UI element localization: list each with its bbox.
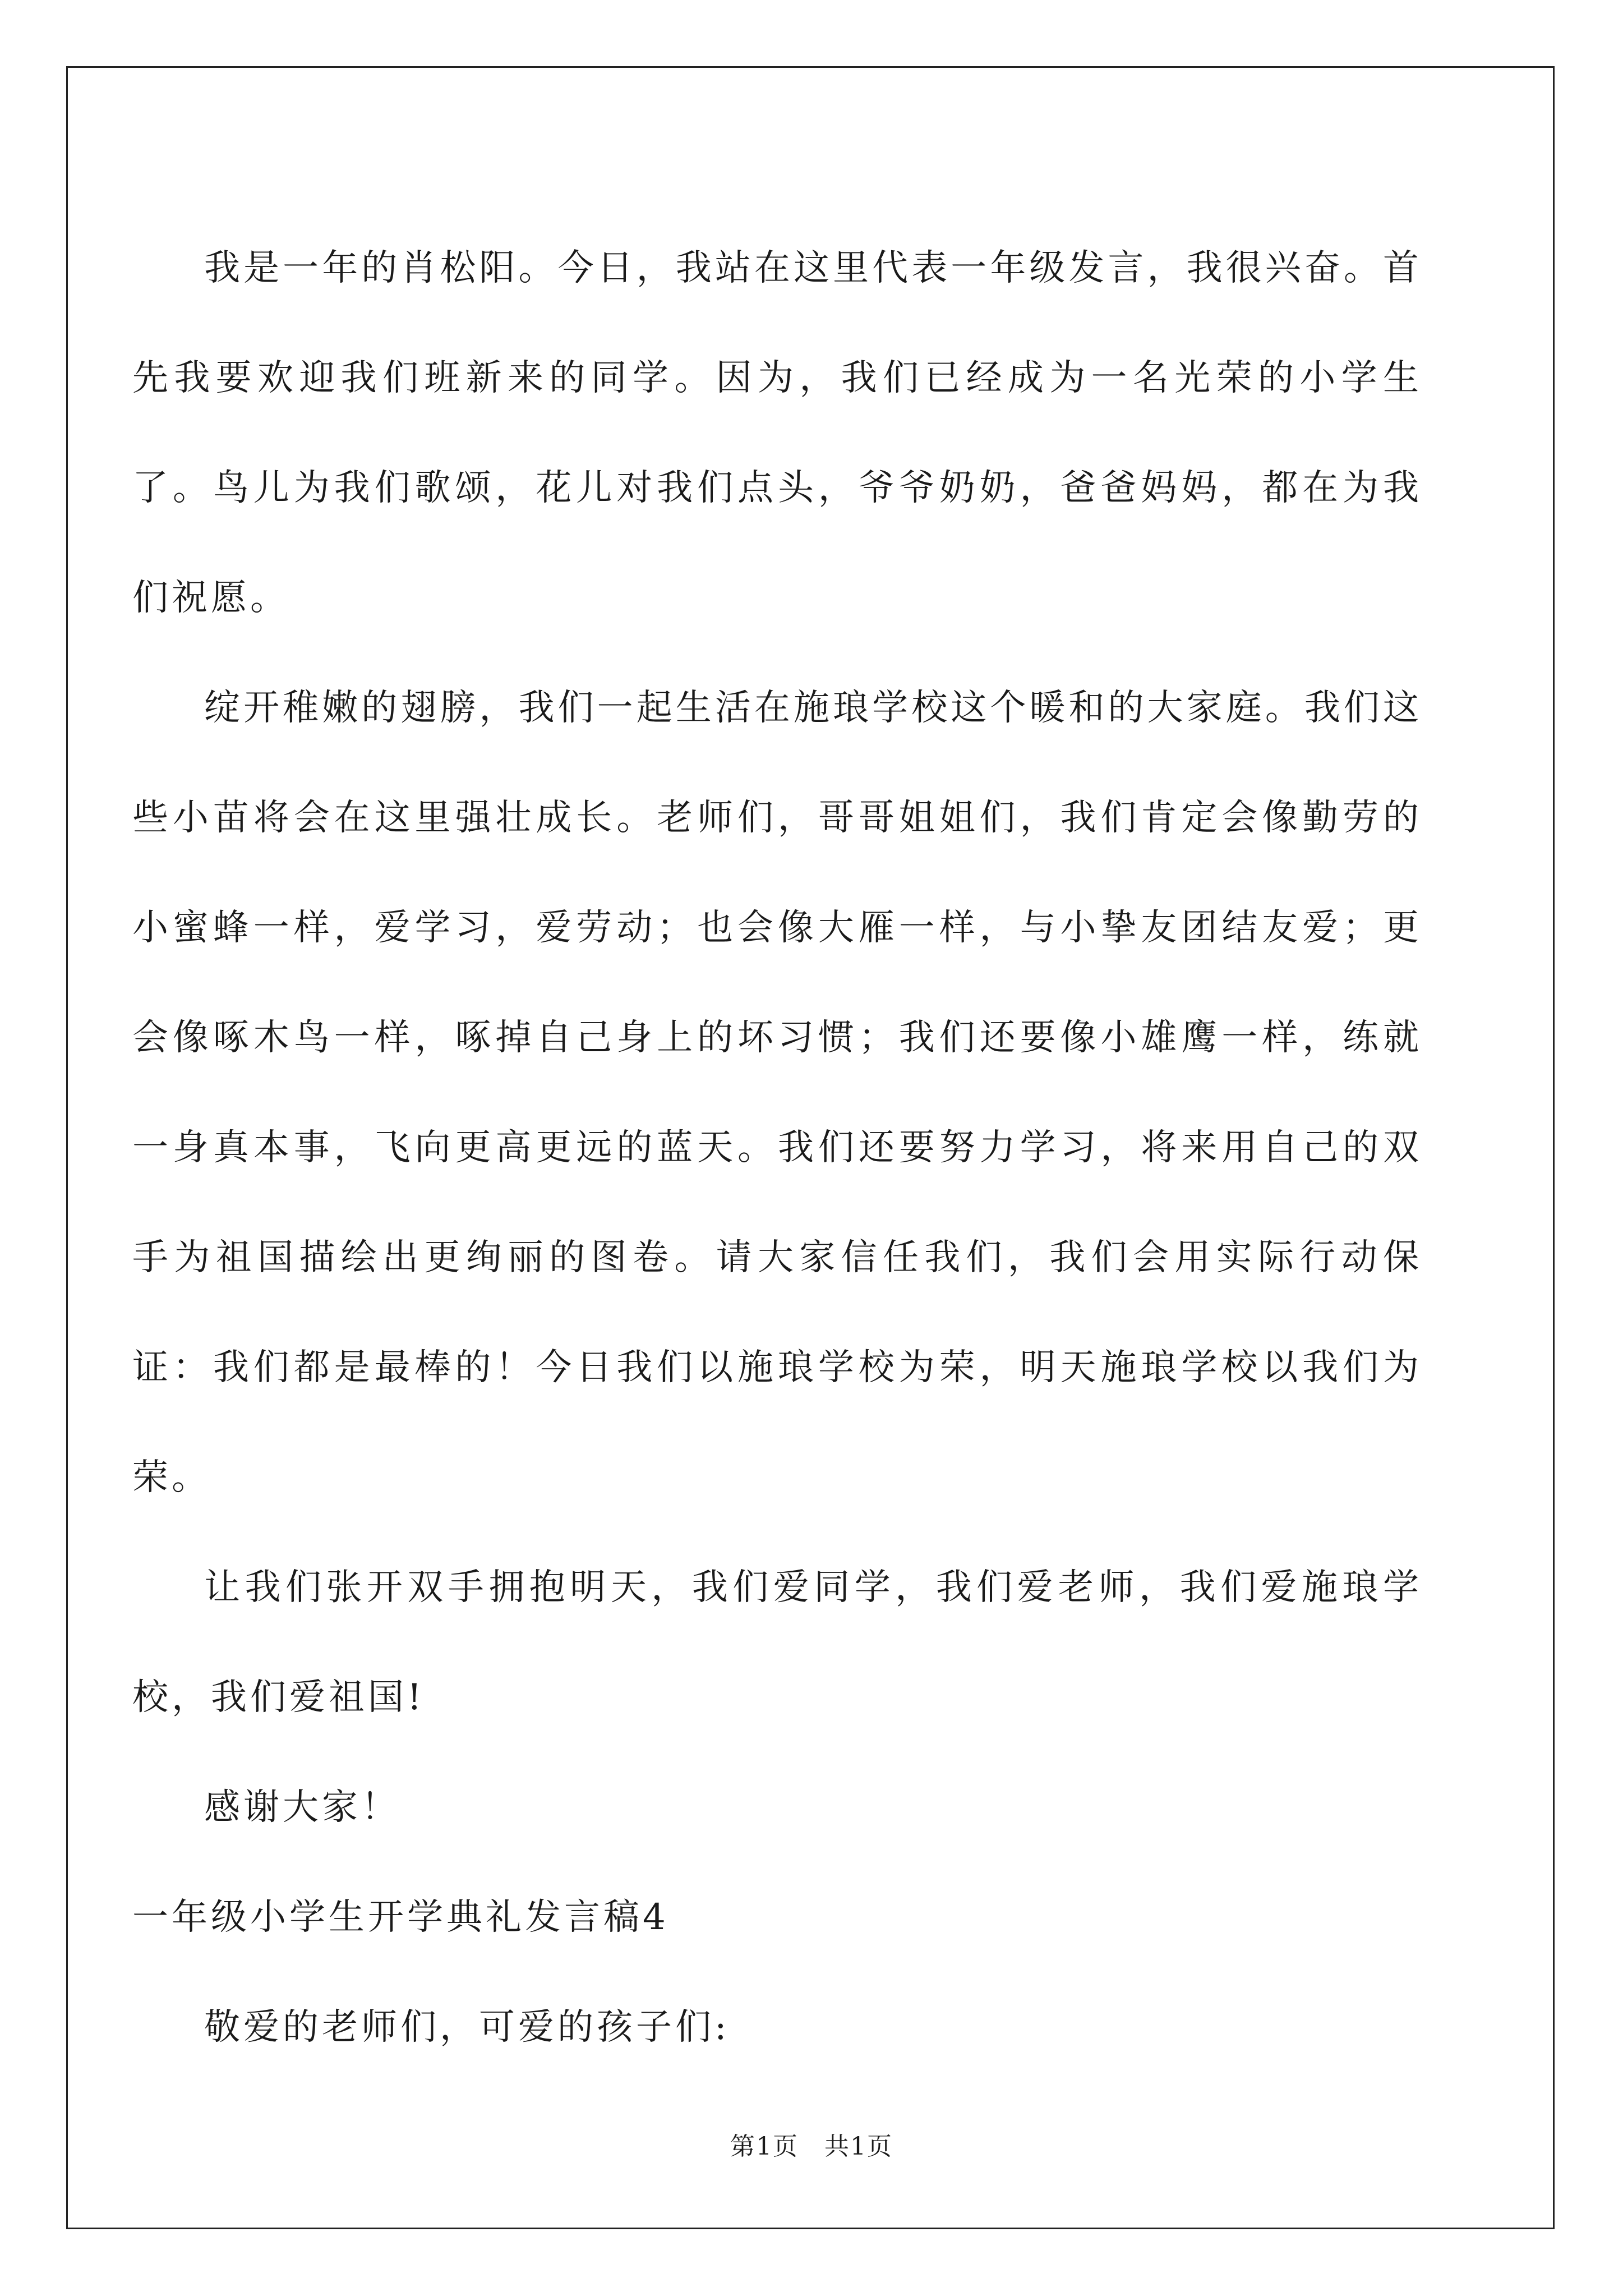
page-number-footer: 第1页 共1页: [730, 2132, 893, 2161]
paragraph-embrace: 让我们张开双手拥抱明天，我们爱同学，我们爱老师，我们爱施琅学校，我们爱祖国!: [132, 1567, 1422, 1718]
paragraph-thanks: 感谢大家！: [204, 1787, 400, 1828]
greeting-line: 敬爱的老师们，可爱的孩子们:: [204, 2007, 730, 2048]
document-body: [132, 213, 1422, 2082]
paragraph-intro: 我是一年的肖松阳。今日，我站在这里代表一年级发言，我很兴奋。首先我要欢迎我们班新来的同学。因为，我们已经成为一名光荣的小学生了。鸟儿为我们歌颂，花儿对我们点头，爷爷奶奶，爸爸妈妈，都在为我们祝愿。: [132, 247, 1422, 619]
section-heading: 一年级小学生开学典礼发言稿4: [132, 1897, 669, 1938]
paragraph-wings: 绽开稚嫩的翅膀，我们一起生活在施琅学校这个暖和的大家庭。我们这些小苗将会在这里强壮成长。老师们，哥哥姐姐们，我们肯定会像勤劳的小蜜蜂一样，爱学习，爱劳动；也会像大雁一样，与小挚友团结友爱；更会像啄木鸟一样，啄掉自己身上的坏习惯；我们还要像小雄鹰一样，练就一身真本事，飞向更高更远的蓝天。我们还要努力学习，将来用自己的双手为祖国描绘出更绚丽的图卷。请大家信任我们，我们会用实际行动保证：我们都是最棒的！今日我们以施琅学校为荣，明天施琅学校以我们为荣。: [132, 687, 1422, 1498]
